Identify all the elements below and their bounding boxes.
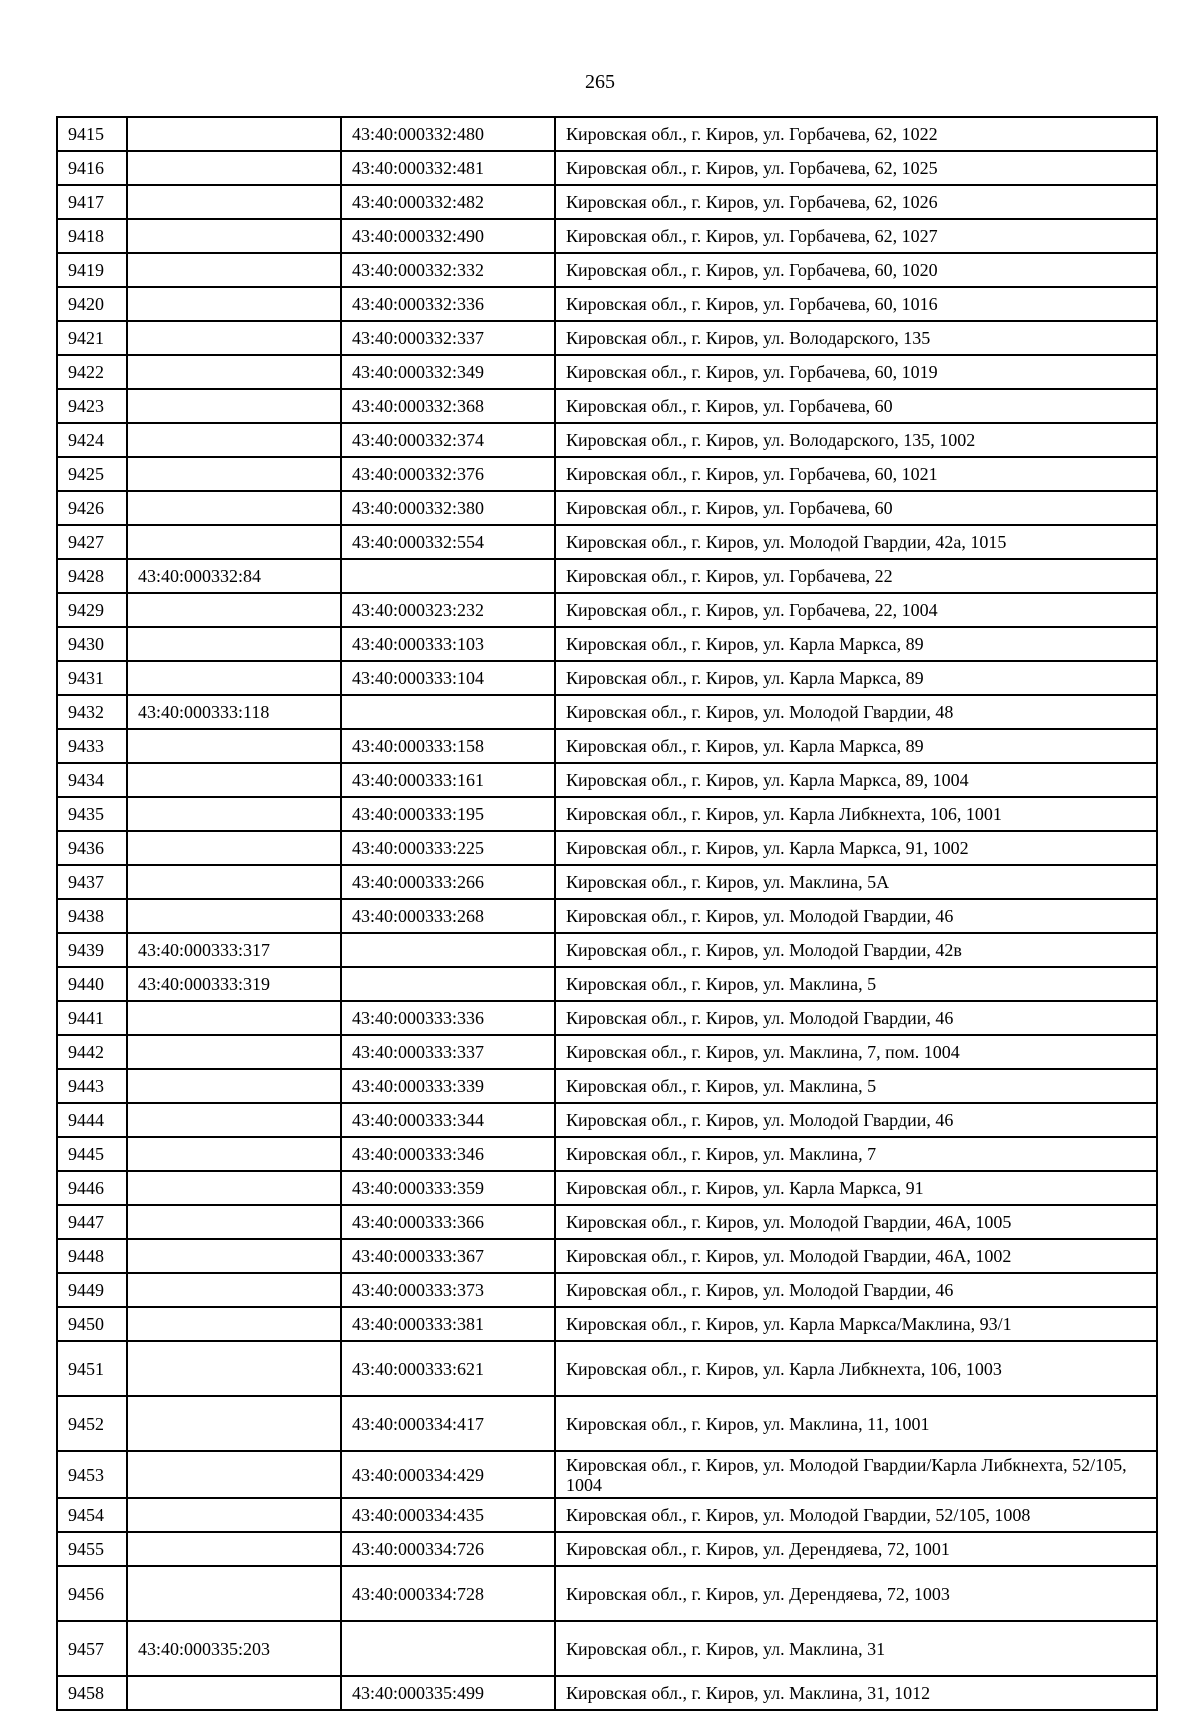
object-cadastral-number-cell: 43:40:000333:161 xyxy=(341,763,555,797)
table-row xyxy=(57,151,1157,185)
table-row xyxy=(57,1069,1157,1103)
land-cadastral-number-cell: 43:40:000333:118 xyxy=(127,695,341,729)
table-row xyxy=(57,797,1157,831)
table-row xyxy=(57,661,1157,695)
object-cadastral-number-cell: 43:40:000332:374 xyxy=(341,423,555,457)
object-cadastral-number-cell: 43:40:000333:195 xyxy=(341,797,555,831)
address-cell: Кировская обл., г. Киров, ул. Горбачева, 62, 1026 xyxy=(555,185,1157,219)
address-cell: Кировская обл., г. Киров, ул. Горбачева, 60, 1021 xyxy=(555,457,1157,491)
table-row xyxy=(57,1307,1157,1341)
row-number-cell: 9428 xyxy=(57,559,127,593)
object-cadastral-number-cell: 43:40:000332:332 xyxy=(341,253,555,287)
object-cadastral-number-cell: 43:40:000332:336 xyxy=(341,287,555,321)
registry-table xyxy=(56,116,1158,1711)
address-cell: Кировская обл., г. Киров, ул. Молодой Гвардии/Карла Либкнехта, 52/105, 1004 xyxy=(555,1451,1157,1498)
object-cadastral-number-cell: 43:40:000332:368 xyxy=(341,389,555,423)
address-cell: Кировская обл., г. Киров, ул. Молодой Гвардии, 46 xyxy=(555,899,1157,933)
land-cadastral-number-cell xyxy=(127,797,341,831)
object-cadastral-number-cell xyxy=(341,695,555,729)
row-number-cell: 9450 xyxy=(57,1307,127,1341)
table-row xyxy=(57,1137,1157,1171)
row-number-cell: 9443 xyxy=(57,1069,127,1103)
address-cell: Кировская обл., г. Киров, ул. Молодой Гвардии, 46 xyxy=(555,1273,1157,1307)
table-row xyxy=(57,593,1157,627)
object-cadastral-number-cell: 43:40:000333:337 xyxy=(341,1035,555,1069)
row-number-cell: 9433 xyxy=(57,729,127,763)
table-row xyxy=(57,1341,1157,1396)
table-row xyxy=(57,899,1157,933)
address-cell: Кировская обл., г. Киров, ул. Карла Маркса, 91, 1002 xyxy=(555,831,1157,865)
land-cadastral-number-cell xyxy=(127,321,341,355)
address-cell: Кировская обл., г. Киров, ул. Горбачева, 60, 1019 xyxy=(555,355,1157,389)
row-number-cell: 9420 xyxy=(57,287,127,321)
object-cadastral-number-cell: 43:40:000333:266 xyxy=(341,865,555,899)
address-cell: Кировская обл., г. Киров, ул. Горбачева, 60 xyxy=(555,491,1157,525)
land-cadastral-number-cell xyxy=(127,355,341,389)
object-cadastral-number-cell xyxy=(341,967,555,1001)
object-cadastral-number-cell: 43:40:000333:359 xyxy=(341,1171,555,1205)
table-row xyxy=(57,1396,1157,1451)
address-cell: Кировская обл., г. Киров, ул. Володарского, 135 xyxy=(555,321,1157,355)
table-row xyxy=(57,1171,1157,1205)
row-number-cell: 9430 xyxy=(57,627,127,661)
row-number-cell: 9455 xyxy=(57,1532,127,1566)
table-row xyxy=(57,219,1157,253)
address-cell: Кировская обл., г. Киров, ул. Молодой Гвардии, 46 xyxy=(555,1103,1157,1137)
table-row xyxy=(57,1103,1157,1137)
land-cadastral-number-cell xyxy=(127,491,341,525)
table-row xyxy=(57,253,1157,287)
land-cadastral-number-cell xyxy=(127,1035,341,1069)
address-cell: Кировская обл., г. Киров, ул. Карла Либкнехта, 106, 1003 xyxy=(555,1341,1157,1396)
address-cell: Кировская обл., г. Киров, ул. Маклина, 7, пом. 1004 xyxy=(555,1035,1157,1069)
address-cell: Кировская обл., г. Киров, ул. Молодой Гвардии, 42в xyxy=(555,933,1157,967)
land-cadastral-number-cell xyxy=(127,593,341,627)
table-row xyxy=(57,763,1157,797)
land-cadastral-number-cell xyxy=(127,253,341,287)
object-cadastral-number-cell xyxy=(341,559,555,593)
address-cell: Кировская обл., г. Киров, ул. Карла Маркса, 89 xyxy=(555,627,1157,661)
land-cadastral-number-cell xyxy=(127,1103,341,1137)
table-row xyxy=(57,1001,1157,1035)
land-cadastral-number-cell xyxy=(127,1239,341,1273)
land-cadastral-number-cell xyxy=(127,1171,341,1205)
table-row xyxy=(57,729,1157,763)
registry-rows xyxy=(57,117,1157,1710)
address-cell: Кировская обл., г. Киров, ул. Маклина, 31, 1012 xyxy=(555,1676,1157,1710)
land-cadastral-number-cell xyxy=(127,457,341,491)
land-cadastral-number-cell xyxy=(127,287,341,321)
row-number-cell: 9417 xyxy=(57,185,127,219)
table-row xyxy=(57,1205,1157,1239)
address-cell: Кировская обл., г. Киров, ул. Молодой Гвардии, 46 xyxy=(555,1001,1157,1035)
row-number-cell: 9436 xyxy=(57,831,127,865)
table-row xyxy=(57,491,1157,525)
land-cadastral-number-cell: 43:40:000333:317 xyxy=(127,933,341,967)
land-cadastral-number-cell xyxy=(127,899,341,933)
table-row xyxy=(57,185,1157,219)
table-row xyxy=(57,627,1157,661)
land-cadastral-number-cell xyxy=(127,389,341,423)
address-cell: Кировская обл., г. Киров, ул. Молодой Гвардии, 46А, 1002 xyxy=(555,1239,1157,1273)
row-number-cell: 9448 xyxy=(57,1239,127,1273)
row-number-cell: 9441 xyxy=(57,1001,127,1035)
address-cell: Кировская обл., г. Киров, ул. Горбачева, 22, 1004 xyxy=(555,593,1157,627)
row-number-cell: 9442 xyxy=(57,1035,127,1069)
row-number-cell: 9439 xyxy=(57,933,127,967)
row-number-cell: 9422 xyxy=(57,355,127,389)
object-cadastral-number-cell: 43:40:000333:621 xyxy=(341,1341,555,1396)
address-cell: Кировская обл., г. Киров, ул. Карла Маркса, 91 xyxy=(555,1171,1157,1205)
object-cadastral-number-cell: 43:40:000332:482 xyxy=(341,185,555,219)
address-cell: Кировская обл., г. Киров, ул. Горбачева, 60, 1016 xyxy=(555,287,1157,321)
row-number-cell: 9416 xyxy=(57,151,127,185)
object-cadastral-number-cell: 43:40:000333:366 xyxy=(341,1205,555,1239)
table-row xyxy=(57,1676,1157,1710)
object-cadastral-number-cell: 43:40:000333:381 xyxy=(341,1307,555,1341)
land-cadastral-number-cell xyxy=(127,423,341,457)
address-cell: Кировская обл., г. Киров, ул. Карла Маркса, 89 xyxy=(555,729,1157,763)
land-cadastral-number-cell xyxy=(127,1137,341,1171)
object-cadastral-number-cell: 43:40:000332:380 xyxy=(341,491,555,525)
object-cadastral-number-cell: 43:40:000332:337 xyxy=(341,321,555,355)
address-cell: Кировская обл., г. Киров, ул. Дерендяева, 72, 1003 xyxy=(555,1566,1157,1621)
address-cell: Кировская обл., г. Киров, ул. Карла Маркса, 89 xyxy=(555,661,1157,695)
address-cell: Кировская обл., г. Киров, ул. Молодой Гвардии, 46А, 1005 xyxy=(555,1205,1157,1239)
object-cadastral-number-cell: 43:40:000332:480 xyxy=(341,117,555,151)
address-cell: Кировская обл., г. Киров, ул. Горбачева, 62, 1027 xyxy=(555,219,1157,253)
row-number-cell: 9457 xyxy=(57,1621,127,1676)
object-cadastral-number-cell: 43:40:000332:481 xyxy=(341,151,555,185)
row-number-cell: 9432 xyxy=(57,695,127,729)
land-cadastral-number-cell xyxy=(127,1498,341,1532)
table-row xyxy=(57,1498,1157,1532)
address-cell: Кировская обл., г. Киров, ул. Володарского, 135, 1002 xyxy=(555,423,1157,457)
address-cell: Кировская обл., г. Киров, ул. Молодой Гвардии, 42а, 1015 xyxy=(555,525,1157,559)
address-cell: Кировская обл., г. Киров, ул. Молодой Гвардии, 48 xyxy=(555,695,1157,729)
row-number-cell: 9418 xyxy=(57,219,127,253)
row-number-cell: 9426 xyxy=(57,491,127,525)
land-cadastral-number-cell xyxy=(127,865,341,899)
object-cadastral-number-cell: 43:40:000334:728 xyxy=(341,1566,555,1621)
land-cadastral-number-cell xyxy=(127,1676,341,1710)
object-cadastral-number-cell: 43:40:000334:429 xyxy=(341,1451,555,1498)
row-number-cell: 9456 xyxy=(57,1566,127,1621)
land-cadastral-number-cell xyxy=(127,729,341,763)
row-number-cell: 9429 xyxy=(57,593,127,627)
land-cadastral-number-cell: 43:40:000335:203 xyxy=(127,1621,341,1676)
object-cadastral-number-cell: 43:40:000334:726 xyxy=(341,1532,555,1566)
address-cell: Кировская обл., г. Киров, ул. Горбачева, 22 xyxy=(555,559,1157,593)
object-cadastral-number-cell: 43:40:000334:435 xyxy=(341,1498,555,1532)
row-number-cell: 9423 xyxy=(57,389,127,423)
address-cell: Кировская обл., г. Киров, ул. Молодой Гвардии, 52/105, 1008 xyxy=(555,1498,1157,1532)
land-cadastral-number-cell xyxy=(127,661,341,695)
row-number-cell: 9424 xyxy=(57,423,127,457)
table-row xyxy=(57,559,1157,593)
table-row xyxy=(57,1239,1157,1273)
row-number-cell: 9458 xyxy=(57,1676,127,1710)
row-number-cell: 9425 xyxy=(57,457,127,491)
land-cadastral-number-cell xyxy=(127,831,341,865)
object-cadastral-number-cell: 43:40:000333:373 xyxy=(341,1273,555,1307)
land-cadastral-number-cell xyxy=(127,1532,341,1566)
object-cadastral-number-cell: 43:40:000332:554 xyxy=(341,525,555,559)
land-cadastral-number-cell xyxy=(127,151,341,185)
object-cadastral-number-cell: 43:40:000335:499 xyxy=(341,1676,555,1710)
row-number-cell: 9415 xyxy=(57,117,127,151)
table-row xyxy=(57,1621,1157,1676)
object-cadastral-number-cell: 43:40:000332:349 xyxy=(341,355,555,389)
object-cadastral-number-cell: 43:40:000333:344 xyxy=(341,1103,555,1137)
address-cell: Кировская обл., г. Киров, ул. Карла Маркса, 89, 1004 xyxy=(555,763,1157,797)
object-cadastral-number-cell: 43:40:000333:346 xyxy=(341,1137,555,1171)
table-row xyxy=(57,1451,1157,1498)
address-cell: Кировская обл., г. Киров, ул. Дерендяева, 72, 1001 xyxy=(555,1532,1157,1566)
land-cadastral-number-cell xyxy=(127,117,341,151)
address-cell: Кировская обл., г. Киров, ул. Маклина, 5 xyxy=(555,967,1157,1001)
table-row xyxy=(57,117,1157,151)
table-row xyxy=(57,865,1157,899)
page-number: 265 xyxy=(585,71,615,93)
table-row xyxy=(57,831,1157,865)
land-cadastral-number-cell xyxy=(127,525,341,559)
row-number-cell: 9449 xyxy=(57,1273,127,1307)
address-cell: Кировская обл., г. Киров, ул. Маклина, 31 xyxy=(555,1621,1157,1676)
land-cadastral-number-cell xyxy=(127,627,341,661)
row-number-cell: 9427 xyxy=(57,525,127,559)
object-cadastral-number-cell xyxy=(341,933,555,967)
address-cell: Кировская обл., г. Киров, ул. Карла Маркса/Маклина, 93/1 xyxy=(555,1307,1157,1341)
table-row xyxy=(57,423,1157,457)
land-cadastral-number-cell xyxy=(127,219,341,253)
object-cadastral-number-cell: 43:40:000332:376 xyxy=(341,457,555,491)
land-cadastral-number-cell: 43:40:000332:84 xyxy=(127,559,341,593)
address-cell: Кировская обл., г. Киров, ул. Маклина, 11, 1001 xyxy=(555,1396,1157,1451)
row-number-cell: 9440 xyxy=(57,967,127,1001)
row-number-cell: 9451 xyxy=(57,1341,127,1396)
table-row xyxy=(57,967,1157,1001)
table-row xyxy=(57,287,1157,321)
object-cadastral-number-cell: 43:40:000333:104 xyxy=(341,661,555,695)
row-number-cell: 9437 xyxy=(57,865,127,899)
object-cadastral-number-cell xyxy=(341,1621,555,1676)
address-cell: Кировская обл., г. Киров, ул. Горбачева, 62, 1025 xyxy=(555,151,1157,185)
table-row xyxy=(57,389,1157,423)
land-cadastral-number-cell xyxy=(127,1396,341,1451)
row-number-cell: 9453 xyxy=(57,1451,127,1498)
table-row xyxy=(57,1566,1157,1621)
row-number-cell: 9445 xyxy=(57,1137,127,1171)
table-row xyxy=(57,1035,1157,1069)
object-cadastral-number-cell: 43:40:000333:103 xyxy=(341,627,555,661)
land-cadastral-number-cell xyxy=(127,1069,341,1103)
table-row xyxy=(57,525,1157,559)
row-number-cell: 9452 xyxy=(57,1396,127,1451)
object-cadastral-number-cell: 43:40:000333:268 xyxy=(341,899,555,933)
row-number-cell: 9419 xyxy=(57,253,127,287)
address-cell: Кировская обл., г. Киров, ул. Маклина, 5А xyxy=(555,865,1157,899)
land-cadastral-number-cell xyxy=(127,1205,341,1239)
row-number-cell: 9446 xyxy=(57,1171,127,1205)
table-row xyxy=(57,355,1157,389)
object-cadastral-number-cell: 43:40:000333:158 xyxy=(341,729,555,763)
row-number-cell: 9447 xyxy=(57,1205,127,1239)
address-cell: Кировская обл., г. Киров, ул. Горбачева, 60 xyxy=(555,389,1157,423)
object-cadastral-number-cell: 43:40:000323:232 xyxy=(341,593,555,627)
row-number-cell: 9421 xyxy=(57,321,127,355)
address-cell: Кировская обл., г. Киров, ул. Маклина, 5 xyxy=(555,1069,1157,1103)
land-cadastral-number-cell xyxy=(127,1273,341,1307)
object-cadastral-number-cell: 43:40:000332:490 xyxy=(341,219,555,253)
table-row xyxy=(57,695,1157,729)
land-cadastral-number-cell xyxy=(127,1451,341,1498)
land-cadastral-number-cell xyxy=(127,763,341,797)
row-number-cell: 9444 xyxy=(57,1103,127,1137)
land-cadastral-number-cell: 43:40:000333:319 xyxy=(127,967,341,1001)
object-cadastral-number-cell: 43:40:000333:225 xyxy=(341,831,555,865)
address-cell: Кировская обл., г. Киров, ул. Карла Либкнехта, 106, 1001 xyxy=(555,797,1157,831)
row-number-cell: 9434 xyxy=(57,763,127,797)
table-row xyxy=(57,1532,1157,1566)
land-cadastral-number-cell xyxy=(127,1307,341,1341)
land-cadastral-number-cell xyxy=(127,1001,341,1035)
object-cadastral-number-cell: 43:40:000333:367 xyxy=(341,1239,555,1273)
land-cadastral-number-cell xyxy=(127,185,341,219)
table-row xyxy=(57,321,1157,355)
object-cadastral-number-cell: 43:40:000334:417 xyxy=(341,1396,555,1451)
row-number-cell: 9431 xyxy=(57,661,127,695)
table-row xyxy=(57,1273,1157,1307)
row-number-cell: 9454 xyxy=(57,1498,127,1532)
table-row xyxy=(57,457,1157,491)
row-number-cell: 9435 xyxy=(57,797,127,831)
row-number-cell: 9438 xyxy=(57,899,127,933)
land-cadastral-number-cell xyxy=(127,1566,341,1621)
object-cadastral-number-cell: 43:40:000333:339 xyxy=(341,1069,555,1103)
object-cadastral-number-cell: 43:40:000333:336 xyxy=(341,1001,555,1035)
table-row xyxy=(57,933,1157,967)
address-cell: Кировская обл., г. Киров, ул. Горбачева, 62, 1022 xyxy=(555,117,1157,151)
address-cell: Кировская обл., г. Киров, ул. Горбачева, 60, 1020 xyxy=(555,253,1157,287)
address-cell: Кировская обл., г. Киров, ул. Маклина, 7 xyxy=(555,1137,1157,1171)
land-cadastral-number-cell xyxy=(127,1341,341,1396)
